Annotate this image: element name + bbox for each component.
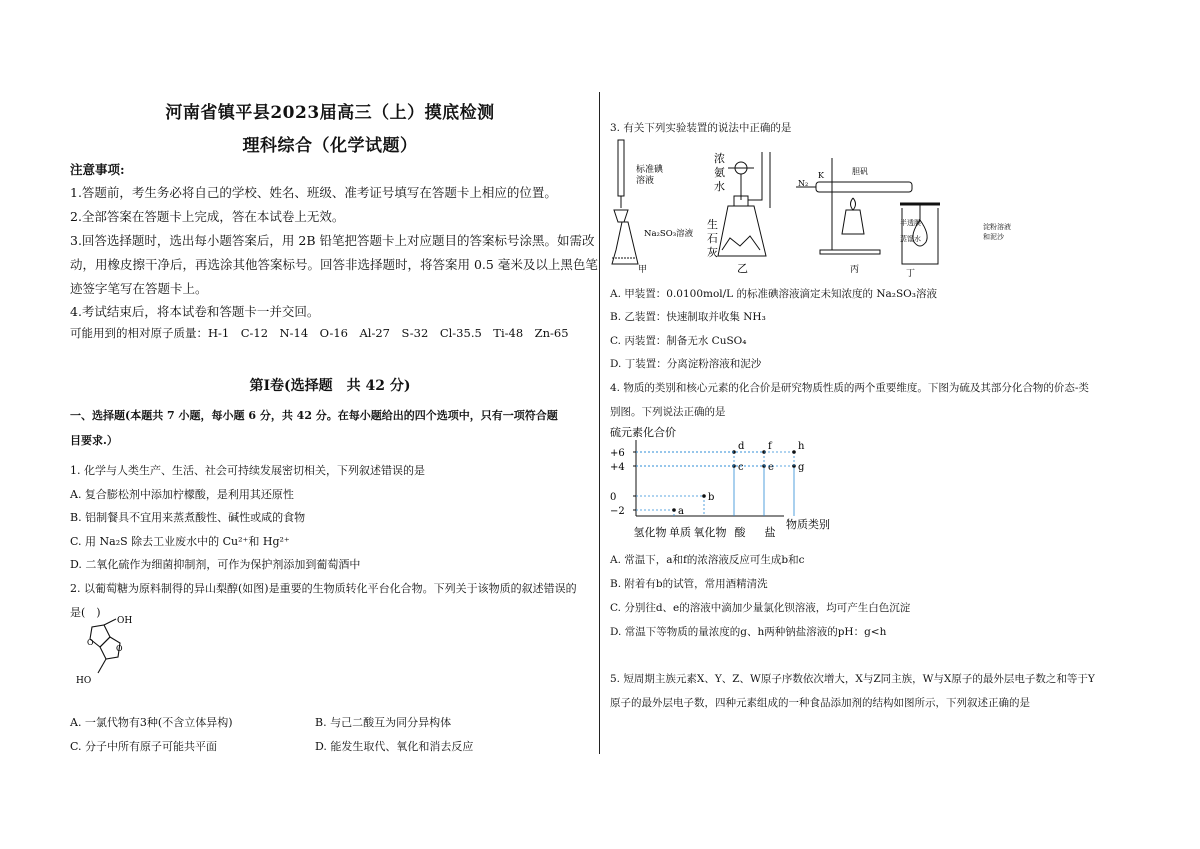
q3-option-c: C. 丙装置：制备无水 CuSO₄ (610, 335, 747, 347)
fig-label: 淀粉溶液 (983, 223, 1011, 231)
point-label: c (738, 462, 744, 473)
q4-option-c: C. 分别往d、e的溶液中滴加少量氯化钡溶液，均可产生白色沉淀 (610, 602, 911, 614)
atomic-masses: 可能用到的相对原子质量：H-1 C-12 N-14 O-16 Al-27 S-32 Cl-35.5 Ti-48 Zn-65 (70, 326, 569, 340)
note-item: 3.回答选择题时，选出每小题答案后，用 2B 铅笔把答题卡上对应题目的答案标号涂黑。如需改 (70, 233, 595, 248)
fig-label: 水 (714, 180, 725, 193)
q1-option-b: B. 铝制餐具不宜用来蒸煮酸性、碱性或咸的食物 (70, 511, 306, 524)
fig-label: 丁 (906, 269, 916, 278)
point-label: e (768, 462, 774, 473)
q3-option-b: B. 乙装置：快速制取并收集 NH₃ (610, 311, 766, 323)
q1-option-c: C. 用 Na₂S 除去工业废水中的 Cu²⁺和 Hg²⁺ (70, 535, 290, 548)
point-label: f (768, 441, 772, 452)
q2-option-d: D. 能发生取代、氧化和消去反应 (315, 740, 474, 753)
part1-heading: 第Ⅰ卷(选择题 共 42 分) (249, 378, 411, 394)
fig-label: 和泥沙 (983, 233, 1004, 241)
y-tick-label: +4 (610, 462, 625, 473)
burette-flask-apparatus (612, 140, 638, 264)
q5-stem: 原子的最外层电子数，四种元素组成的一种食品添加剂的结构如图所示，下列叙述正确的是 (610, 697, 1030, 709)
q3-apparatus-figure (610, 138, 940, 278)
q3-option-a: A. 甲装置：0.0100mol/L 的标准碘溶液滴定未知浓度的 Na₂SO₃溶液 (610, 288, 937, 300)
x-tick-label: 氢化物 (633, 526, 667, 539)
fig-label: 石 (707, 232, 718, 245)
fig-label: K (818, 171, 824, 180)
column-divider (599, 92, 600, 754)
oxygen-label: O (87, 638, 94, 647)
fig-label: 生 (707, 218, 718, 231)
fig-label: 甲 (638, 265, 648, 275)
notes-heading: 注意事项: (70, 162, 125, 177)
chart-xlabel: 物质类别 (786, 518, 830, 531)
q2-option-b: B. 与己二酸互为同分异构体 (315, 716, 452, 729)
q2-stem: 2. 以葡萄糖为原料制得的异山梨醇(如图)是重要的生物质转化平台化合物。下列关于该物质的叙述错误的 (70, 582, 577, 595)
note-item: 迹签字笔写在答题卡上。 (70, 281, 208, 296)
point-label: d (738, 441, 745, 452)
data-point (672, 508, 676, 512)
q4-option-b: B. 附着有b的试管，常用酒精清洗 (610, 578, 768, 590)
point-label: g (798, 462, 805, 473)
fig-label: Na₂SO₃溶液 (644, 229, 694, 239)
oxygen-label: O (116, 644, 123, 653)
q2-option-c: C. 分子中所有原子可能共平面 (70, 740, 218, 753)
fig-label: 丙 (850, 265, 860, 275)
x-tick-label: 氧化物 (693, 526, 727, 539)
q3-stem: 3. 有关下列实验装置的说法中正确的是 (610, 122, 792, 134)
x-tick-label: 酸 (734, 526, 746, 539)
q1-option-a: A. 复合膨松剂中添加柠檬酸，是利用其还原性 (70, 488, 294, 501)
fig-label: 浓 (714, 152, 725, 165)
x-tick-label: 单质 (669, 526, 691, 539)
point-label: a (678, 506, 684, 517)
q2-option-a: A. 一氯代物有3种(不含立体异构) (70, 716, 233, 729)
fig-label: 半透膜 (900, 219, 921, 227)
fig-label: 氨 (714, 166, 725, 179)
exam-subtitle: 理科综合（化学试题） (242, 136, 418, 156)
fig-label: 胆矾 (852, 167, 868, 176)
q1-stem: 1. 化学与人类生产、生活、社会可持续发展密切相关，下列叙述错误的是 (70, 464, 425, 477)
fig-label: N₂ (798, 179, 809, 188)
q4-option-a: A. 常温下，a和f的浓溶液反应可生成b和c (610, 554, 805, 566)
fig-label: 乙 (737, 262, 748, 275)
part1-intro: 一、选择题(本题共 7 小题，每小题 6 分，共 42 分。在每小题给出的四个选项中，只有一项符合题 (70, 409, 558, 422)
point-label: b (708, 492, 715, 503)
note-item: 动，用橡皮擦干净后，再选涂其他答案标号。回答非选择题时，将答案用 0.5 毫米及以上黑色笔 (70, 257, 598, 272)
q4-stem: 4. 物质的类别和核心元素的化合价是研究物质性质的两个重要维度。下图为硫及其部分化合物的价态-类 (610, 382, 1089, 394)
note-item: 2.全部答案在答题卡上完成，答在本试卷上无效。 (70, 209, 345, 224)
ammonia-generator-apparatus (718, 152, 770, 256)
sulfur-valence-chart (610, 424, 870, 544)
note-item: 1.答题前，考生务必将自己的学校、姓名、班级、准考证号填写在答题卡上相应的位置。 (70, 185, 557, 200)
q1-option-d: D. 二氧化硫作为细菌抑制剂，可作为保护剂添加到葡萄酒中 (70, 558, 361, 571)
point-label: h (798, 441, 805, 452)
fig-label: 溶液 (636, 176, 655, 186)
hydroxyl-label: OH (117, 616, 133, 626)
part1-intro: 目要求.） (70, 434, 118, 447)
y-tick-label: −2 (610, 506, 625, 517)
fig-label: 标准碘 (636, 165, 664, 175)
x-tick-label: 盐 (764, 526, 776, 539)
data-point (792, 450, 796, 454)
q4-option-d: D. 常温下等物质的量浓度的g、h两种钠盐溶液的pH：g<h (610, 626, 887, 638)
q4-stem: 别图。下列说法正确的是 (610, 406, 726, 418)
q5-stem: 5. 短周期主族元素X、Y、Z、W原子序数依次增大，X与Z同主族，W与X原子的最外层电子数之和等于Y (610, 673, 1095, 685)
note-item: 4.考试结束后，将本试卷和答题卡一并交回。 (70, 304, 320, 319)
q2-stem: 是( ) (70, 606, 101, 619)
data-point (702, 494, 706, 498)
fig-label: 蒸馏水 (900, 235, 921, 243)
fig-label: 灰 (707, 246, 718, 259)
q3-option-d: D. 丁装置：分离淀粉溶液和泥沙 (610, 358, 762, 370)
exam-title: 河南省镇平县2023届高三（上）摸底检测 (165, 103, 495, 123)
hydroxyl-label: HO (76, 676, 92, 686)
y-tick-label: +6 (610, 448, 625, 459)
y-tick-label: 0 (610, 492, 617, 503)
chart-ylabel: 硫元素化合价 (610, 426, 676, 439)
isosorbide-structure (70, 615, 160, 690)
